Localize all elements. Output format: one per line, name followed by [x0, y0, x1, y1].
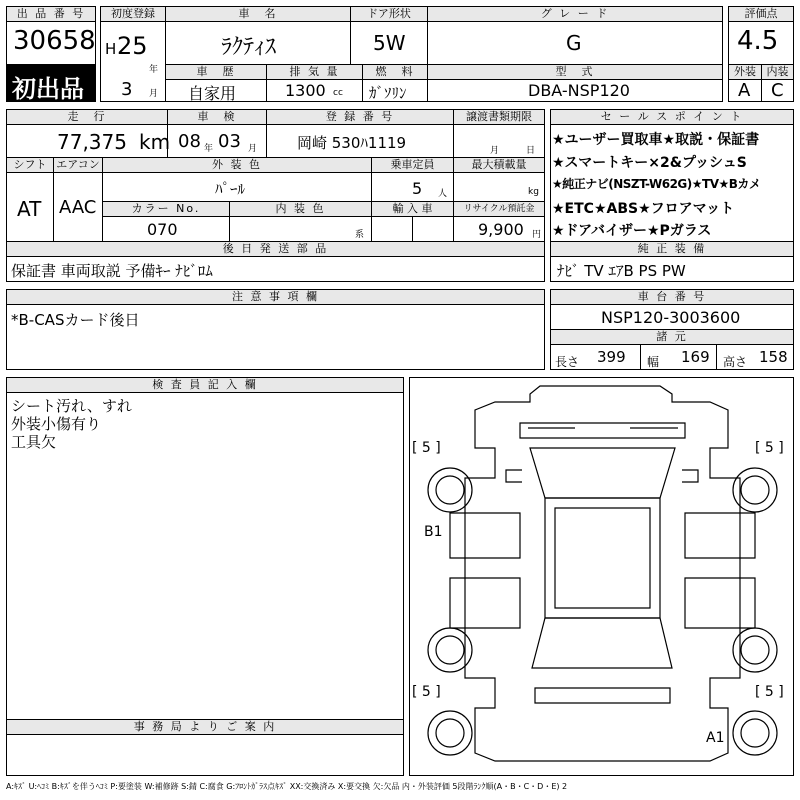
reg-year: 25 — [117, 32, 148, 60]
sales-point-line: ★スマートキー×2&プッシュS — [552, 155, 747, 171]
width-value: 169 — [681, 348, 710, 366]
length-value: 399 — [597, 348, 626, 366]
tire-score-front-right: [ 5 ] — [755, 440, 784, 456]
damage-mark-a1: A1 — [706, 730, 725, 746]
transfer-label: 譲渡書類期限 — [453, 109, 545, 125]
inspection-label: 車 検 — [167, 109, 267, 125]
exterior-color: ﾊﾟｰﾙ — [215, 180, 246, 198]
shift-cell — [6, 172, 54, 242]
rear-window — [532, 618, 672, 668]
tire-front-left-hub — [436, 476, 464, 504]
recycle-label: リサイクル預託金 — [453, 201, 545, 217]
hood — [520, 423, 685, 438]
history-cell — [165, 79, 267, 102]
tire-rear-left-hub — [436, 636, 464, 664]
ac-cell — [53, 172, 103, 242]
legend: A:ｷｽﾞ U:ﾍｺﾐ B:ｷｽﾞを伴うﾍｺﾐ P:要塗装 W:補修跡 S:錆 C:腐食 G:ﾌﾛﾝﾄｶﾞﾗｽ点ｷｽﾞ XX:交換済み X:要交換 欠:欠品 内・外装評価 5段階ﾗﾝｸ順(A・B・C・D・E) 2 — [6, 782, 568, 791]
ac: AAC — [59, 197, 97, 218]
color-no-label: カラー No. — [102, 201, 230, 217]
notes-cell — [6, 304, 545, 370]
inspection-month-unit: 月 — [248, 144, 258, 154]
first-reg-cell — [100, 21, 166, 102]
car-name-label: 車 名 — [165, 6, 351, 22]
height-label: 高さ — [723, 355, 748, 369]
genuine-equipment-cell — [550, 256, 794, 282]
inspector-line: シート汚れ、すれ — [11, 397, 132, 415]
exterior-grade-label: 外装 — [728, 64, 762, 80]
sales-point-line: ★ユーザー買取車★取説・保証書 — [552, 132, 760, 148]
import-label: 輸 入 車 — [371, 201, 454, 217]
sales-point-line: ★ドアバイザー★Pガラス — [552, 223, 712, 239]
shift-label: シフト — [6, 157, 54, 173]
inspection-cell — [167, 124, 267, 158]
month-unit: 月 — [149, 89, 159, 99]
sales-point-line: ★純正ナビ(NSZT-W62G)★TV★Bカメ — [552, 177, 761, 191]
mirror-right — [682, 470, 698, 482]
spare-tire-right-hub — [741, 719, 769, 747]
car-name-cell — [165, 21, 351, 65]
grade-cell — [427, 21, 723, 65]
spare-tire-right — [733, 711, 777, 755]
spare-tire-left — [428, 711, 472, 755]
history-label: 車 歴 — [165, 64, 267, 80]
chassis-label: 車 台 番 号 — [550, 289, 794, 305]
color-no-cell — [102, 216, 230, 242]
roof — [545, 498, 660, 618]
chassis-number: NSP120-3003600 — [601, 308, 741, 327]
recycle-unit: 円 — [532, 230, 542, 240]
model: DBA-NSP120 — [528, 81, 630, 100]
mileage-unit: km — [139, 130, 171, 154]
dims-label: 諸 元 — [550, 329, 794, 345]
spare-tire-left-hub — [436, 719, 464, 747]
inspection-year: 08 — [178, 131, 201, 152]
notes-label: 注 意 事 項 欄 — [6, 289, 545, 305]
door-cell — [350, 21, 428, 65]
fuel: ｶﾞｿﾘﾝ — [369, 84, 407, 102]
door-left — [450, 513, 520, 628]
sales-points-label: セ ー ル ス ポ イ ン ト — [550, 109, 794, 125]
vehicle-diagram-frame — [409, 377, 794, 776]
load-unit: kg — [528, 187, 539, 197]
capacity-label: 乗車定員 — [371, 157, 454, 173]
capacity-cell — [371, 172, 454, 202]
shift: AT — [17, 197, 42, 221]
displacement-unit: cc — [333, 88, 343, 98]
year-unit: 年 — [149, 65, 159, 75]
first-listing-text: 初出品 — [12, 75, 84, 103]
model-cell — [427, 79, 723, 102]
transfer-month-unit: 月 — [490, 146, 500, 156]
capacity-unit: 人 — [438, 189, 448, 199]
exterior-color-label: 外 装 色 — [102, 157, 372, 173]
vehicle-diagram — [410, 378, 793, 775]
displacement-cell — [266, 79, 363, 102]
first-listing-badge — [6, 64, 96, 102]
genuine-equipment-label: 純 正 装 備 — [550, 241, 794, 257]
import-cell-divider — [412, 216, 413, 242]
mileage: 77,375 — [57, 130, 127, 154]
fuel-label: 燃 料 — [362, 64, 428, 80]
lot-no-label: 出 品 番 号 — [6, 6, 96, 22]
transfer-cell — [453, 124, 545, 158]
tire-score-rear-left: [ 5 ] — [412, 684, 441, 700]
displacement-label: 排 気 量 — [266, 64, 363, 80]
grade: G — [566, 31, 582, 55]
reg-no-label: 登 録 番 号 — [266, 109, 454, 125]
history: 自家用 — [188, 84, 237, 103]
displacement: 1300 — [285, 81, 326, 100]
transfer-day-unit: 日 — [526, 146, 536, 156]
inspection-month: 03 — [218, 131, 241, 152]
tire-front-right-hub — [741, 476, 769, 504]
office-cell — [6, 734, 404, 776]
score-label: 評価点 — [728, 6, 794, 22]
length-label: 長さ — [555, 355, 580, 369]
car-name: ﾗｸﾃｨｽ — [221, 35, 277, 60]
model-label: 型 式 — [427, 64, 723, 80]
inspector-label: 検 査 員 記 入 欄 — [6, 377, 404, 393]
color-no: 070 — [147, 220, 178, 239]
fuel-cell — [362, 79, 428, 102]
mileage-cell — [6, 124, 171, 158]
notes-text: *B-CASカード後日 — [11, 311, 140, 329]
roof-inner — [555, 508, 650, 608]
sales-point-line: ★ETC★ABS★フロアマット — [552, 201, 735, 217]
score: 4.5 — [737, 26, 779, 56]
era: H — [105, 40, 117, 58]
lot-no: 30658 — [13, 26, 96, 56]
lot-no-cell — [6, 21, 96, 65]
inspector-line: 外装小傷有り — [11, 415, 102, 433]
inspection-year-unit: 年 — [204, 144, 214, 154]
reg-no-cell — [266, 124, 454, 158]
exterior-grade-cell — [728, 79, 762, 102]
later-parts-label: 後 日 発 送 部 品 — [6, 241, 545, 257]
interior-color-cell — [229, 216, 372, 242]
inspector-line: 工具欠 — [11, 433, 57, 451]
dims-cell — [550, 344, 794, 370]
office-label: 事 務 局 よ り ご 案 内 — [6, 719, 404, 735]
interior-grade-cell — [761, 79, 794, 102]
capacity: 5 — [412, 179, 423, 198]
recycle-cell — [453, 216, 545, 242]
damage-mark-b1: B1 — [424, 524, 443, 540]
exterior-color-cell — [102, 172, 372, 202]
grade-label: グ レ ー ド — [427, 6, 723, 22]
height-value: 158 — [759, 348, 788, 366]
door-label: ドア形状 — [350, 6, 428, 22]
score-cell — [728, 21, 794, 65]
windshield — [530, 448, 675, 498]
later-parts-text: 保証書 車両取説 予備ｷｰ ﾅﾋﾞﾛﾑ — [11, 262, 213, 280]
recycle: 9,900 — [478, 220, 524, 239]
interior-color-suffix: 系 — [355, 230, 365, 240]
interior-grade: C — [771, 80, 784, 101]
rear-bumper — [535, 688, 670, 703]
reg-no: 岡崎 530ﾊ1119 — [297, 134, 407, 152]
door: 5W — [373, 31, 406, 55]
load-cell — [453, 172, 545, 202]
load-label: 最大積載量 — [453, 157, 545, 173]
genuine-equipment-text: ﾅﾋﾞ TV ｴｱB PS PW — [557, 262, 686, 280]
tire-rear-right-hub — [741, 636, 769, 664]
later-parts-cell — [6, 256, 545, 282]
inspector-cell — [6, 392, 404, 720]
dims-divider — [716, 344, 717, 370]
door-right — [685, 513, 755, 628]
chassis-cell — [550, 304, 794, 330]
tire-score-rear-right: [ 5 ] — [755, 684, 784, 700]
tire-score-front-left: [ 5 ] — [412, 440, 441, 456]
exterior-grade: A — [738, 80, 751, 101]
sales-points-cell — [550, 124, 794, 242]
first-reg-label: 初度登録 — [100, 6, 166, 22]
reg-month: 3 — [121, 79, 133, 100]
body-outline — [465, 386, 740, 761]
width-label: 幅 — [647, 355, 660, 369]
interior-grade-label: 内装 — [761, 64, 794, 80]
dims-divider — [640, 344, 641, 370]
interior-color-label: 内 装 色 — [229, 201, 372, 217]
ac-label: エアコン — [53, 157, 103, 173]
mirror-left — [506, 470, 522, 482]
mileage-label: 走 行 — [6, 109, 168, 125]
